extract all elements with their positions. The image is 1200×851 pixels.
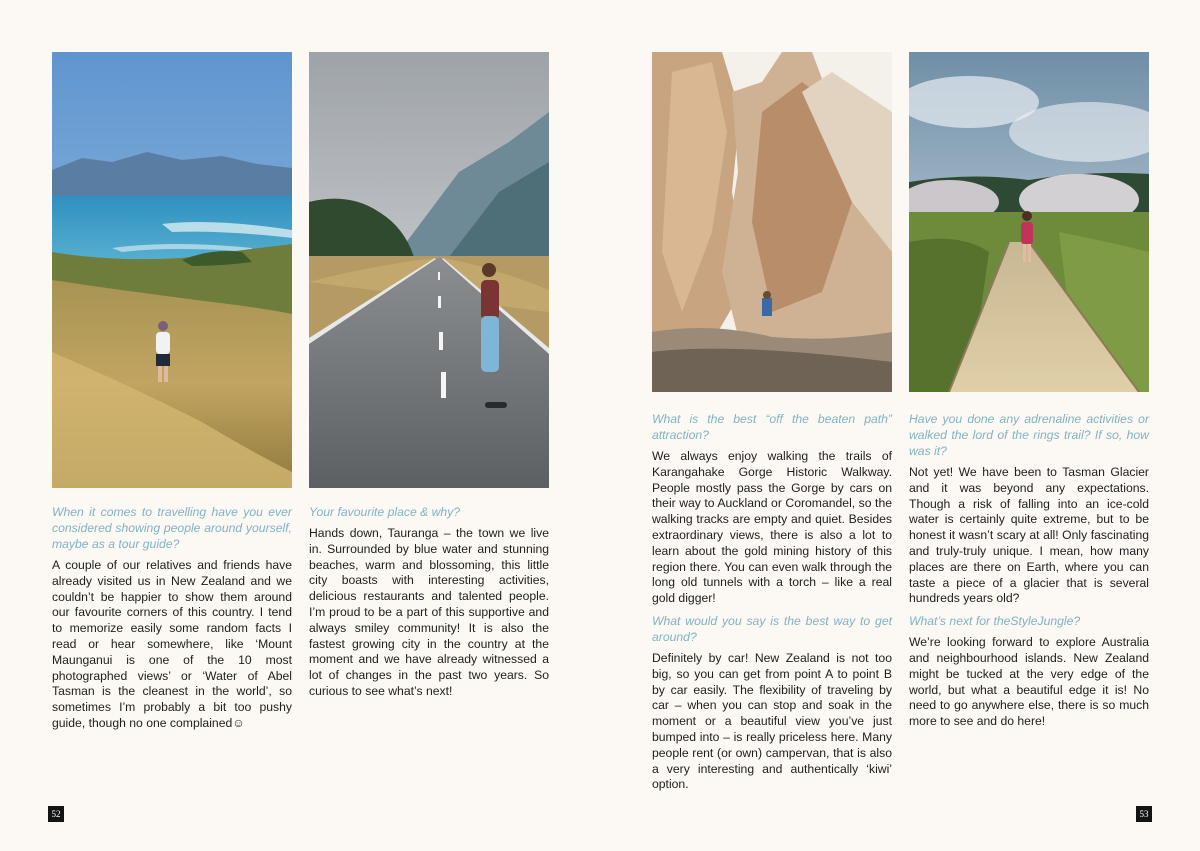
page-number: 53 [1136, 806, 1152, 822]
rock-pinnacles-photo [652, 52, 892, 392]
question-text: When it comes to travelling have you ever considered showing people around yourself, maybe as a tour guide? [52, 505, 292, 551]
geothermal-boardwalk-photo [909, 52, 1149, 392]
question-text: Have you done any adrenaline activities or walked the lord of the rings trail? If so, how was it? [909, 412, 1149, 458]
answer-text: A couple of our relatives and friends have already visited us in New Zealand and we couldn’t be happier to show them around our favourite corners of this country. I tend to memorize easily some random facts I read or hear somewhere, like ‘Mount Maunganui is one of the 10 most photographed views’ or ‘Water of Abel Tasman is the cleanest in the world’, so sometimes I’m probably a bit too pushy guide, though no one complained☺ [52, 558, 292, 730]
question-text: What’s next for theStyleJungle? [909, 614, 1081, 629]
answer-text: Definitely by car! New Zealand is not too big, so you can get from point A to point B by car easily. The flexibility of traveling by car – when you can stop and soak in the moment or a beautiful view you’ve just bumped into – is really priceless here. Many people rent (or own) campervan, that is also a very interesting and authentically ‘kiwi’ option. [652, 650, 892, 792]
page-number: 52 [48, 806, 64, 822]
left-col-1 [52, 52, 292, 732]
left-col-2 [309, 52, 549, 700]
question-text: Your favourite place & why? [309, 505, 461, 519]
coastal-hillside-photo [52, 52, 292, 488]
mountain-road-skateboard-photo [309, 52, 549, 488]
right-page [600, 0, 1200, 851]
right-col-2 [909, 52, 1149, 730]
answer-text: Not yet! We have been to Tasman Glacier and it was beyond any expectations. Though a risk of falling into an ice-cold water is certainly quite extreme, but to be honest it wasn’t scary at all! Only fascinating and truly-truly unique. I mean, how many places are there on Earth, where you can taste a piece of a glacier that is several hundreds years old? [909, 465, 1149, 606]
answer-text: We’re looking forward to explore Australia and neighbourhood islands. New Zealand might be tucked at the very edge of the world, but what a beautiful edge it is! No need to go anywhere else, there is so much more to see and do here! [909, 635, 1149, 729]
answer-text: We always enjoy walking the trails of Karangahake Gorge Historic Walkway. People mostly pass the Gorge by cars on their way to Auckland or Coromandel, so the walking tracks are empty and quiet. Besides extraordinary views, there is also a lot to learn about the gold mining history of this region there. You can even walk through the long old tunnels with a torch – like a real gold digger! [652, 449, 892, 606]
question-text: What is the best “off the beaten path” attraction? [652, 412, 892, 442]
question-text: What would you say is the best way to get around? [652, 613, 892, 644]
answer-text: Hands down, Tauranga – the town we live in. Surrounded by blue water and stunning beaches, warm and blossoming, this little city boasts with interesting activities, delicious restaurants and talented people. I’m proud to be a part of this supportive and always smiley community! It is also the fastest growing city in the country at the moment and we have already witnessed a lot of changes in the past two years. So curious to see what’s next! [309, 526, 549, 698]
right-col-1 [652, 52, 892, 793]
